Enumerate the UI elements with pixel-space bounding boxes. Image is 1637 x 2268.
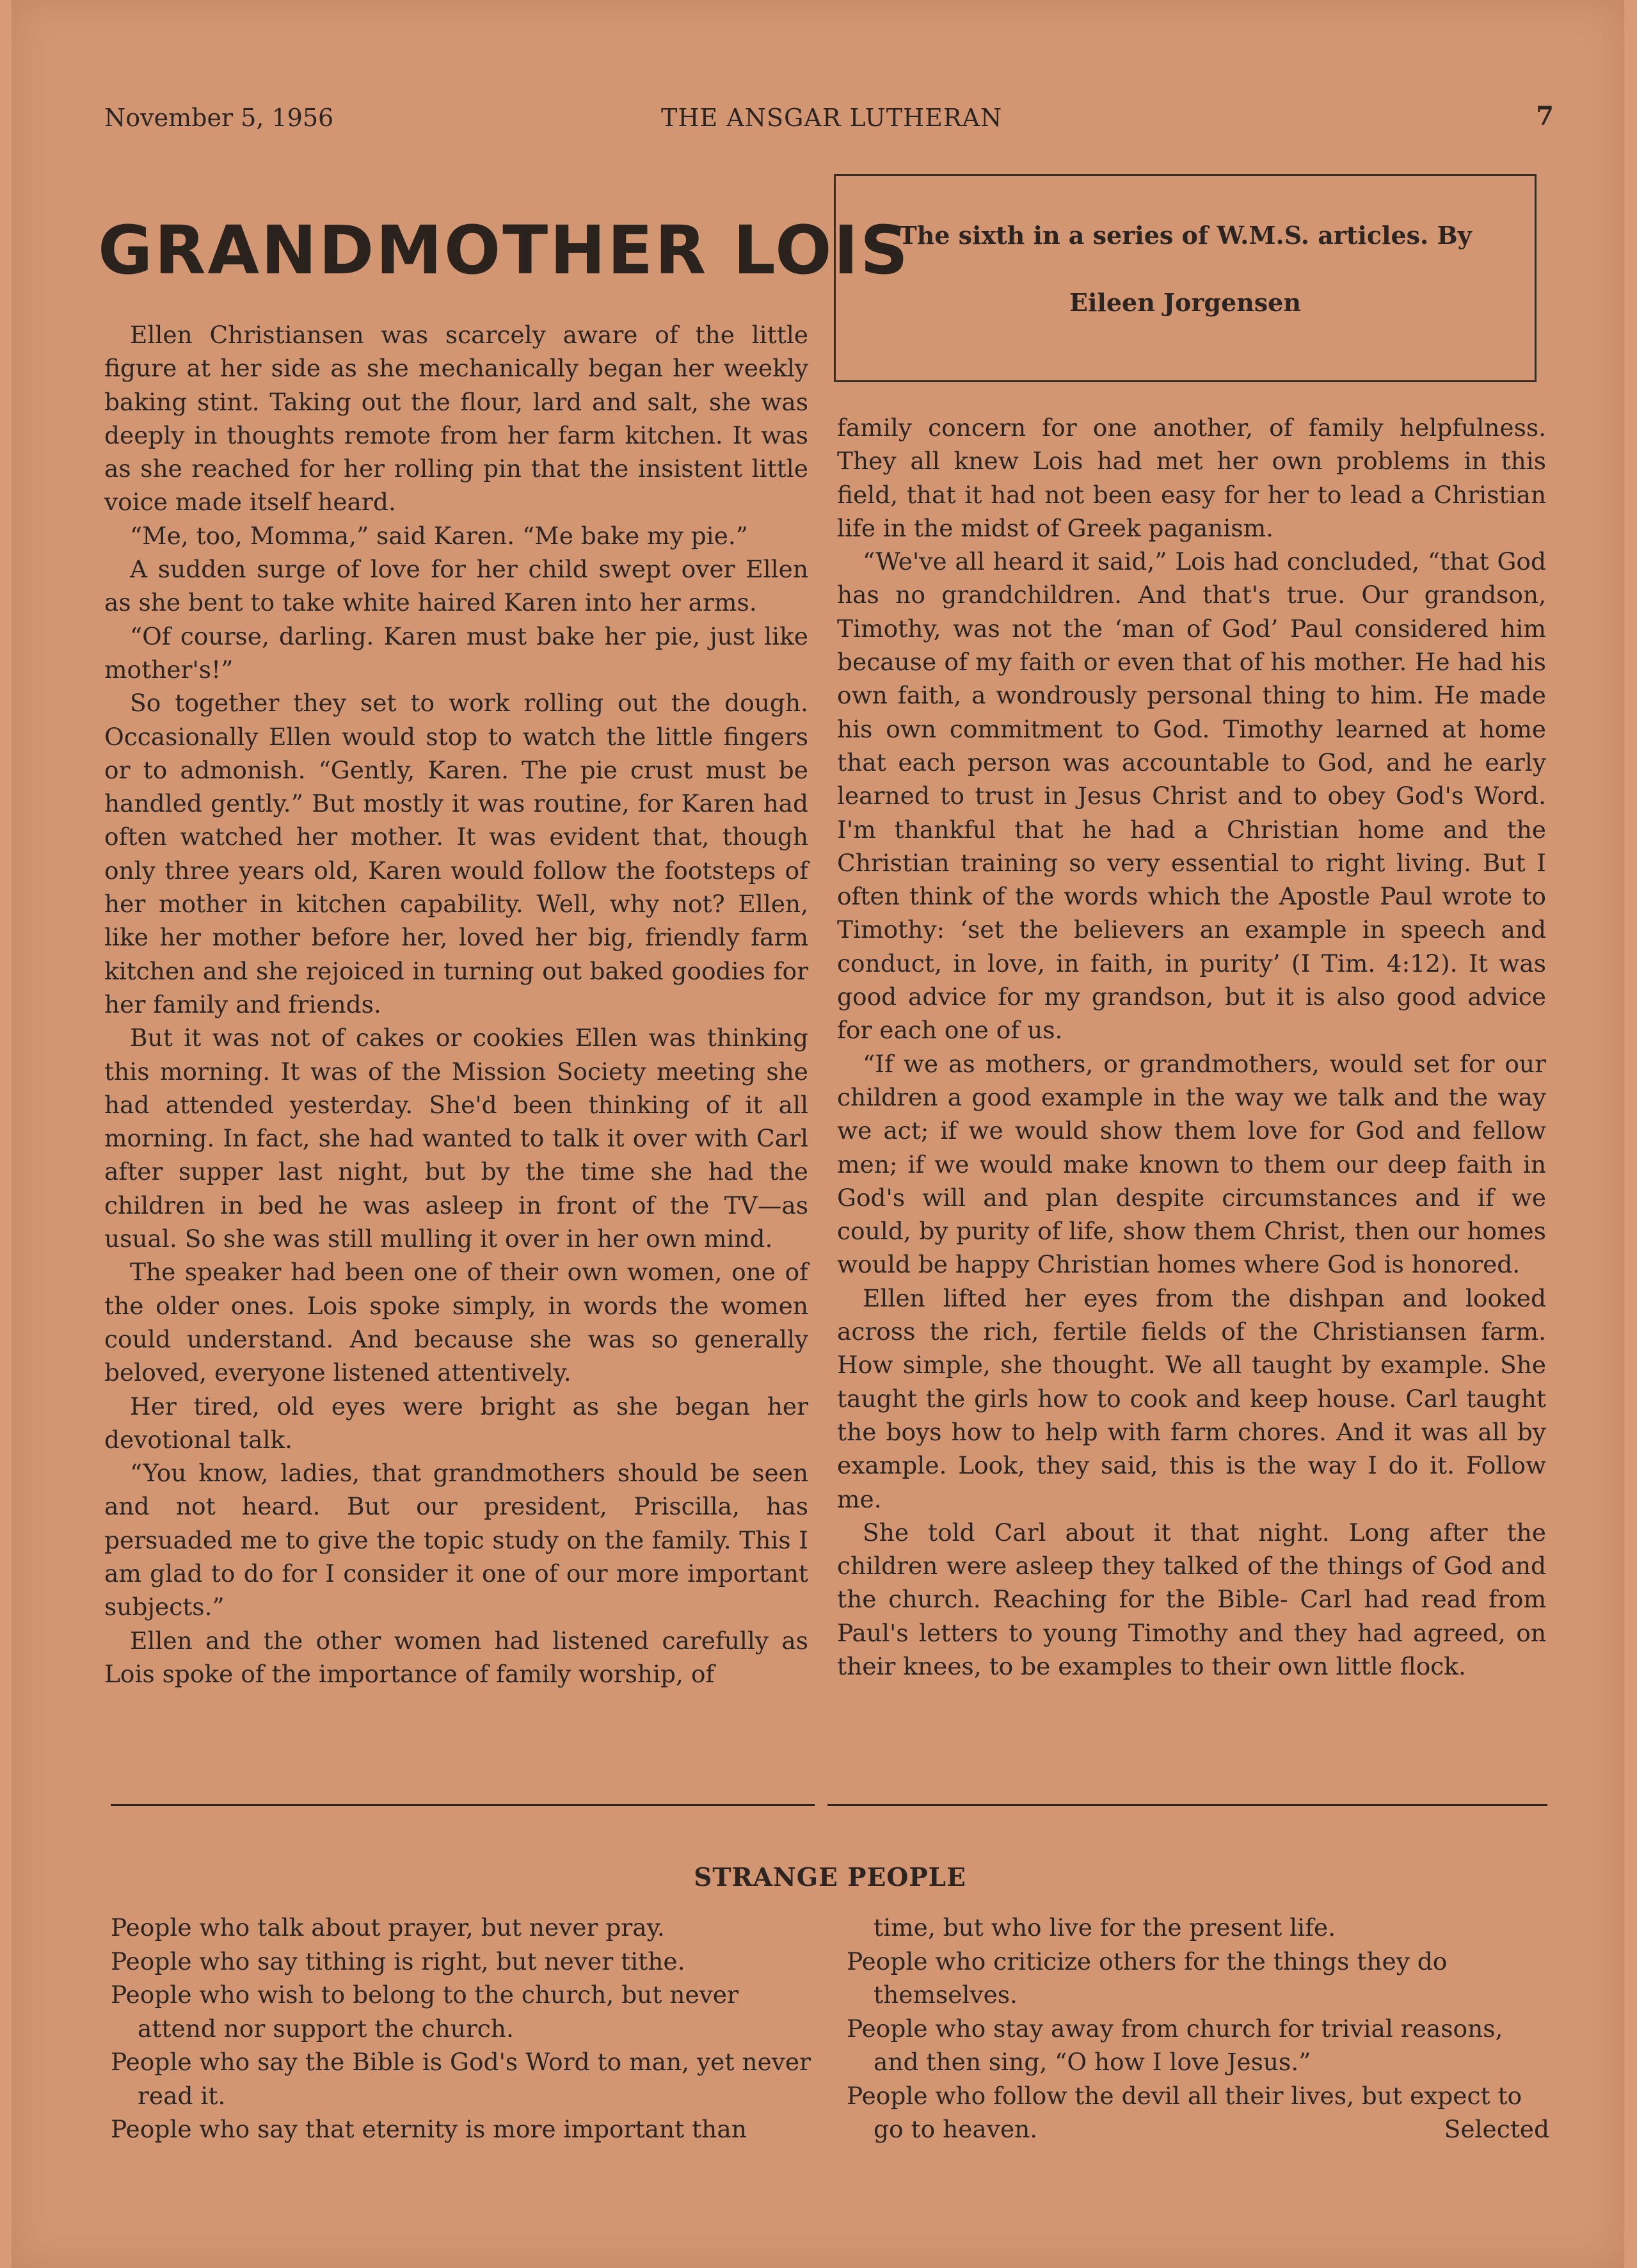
article-column-right [837,411,1546,1683]
paragraph: Ellen and the other women had listened carefully as Lois spoke of the importance of family worship, of [104,1626,808,1688]
publication-name: THE ANSGAR LUTHERAN [661,104,1003,132]
list-item: People who say that eternity is more important than [111,2115,747,2143]
series-note-box [834,174,1537,382]
paragraph: Her tired, old eyes were bright as she began her devotional talk. [104,1392,808,1454]
paragraph: She told Carl about it that night. Long after the children were asleep they talked of the things of God and the church. Reaching for the Bible- Carl had read from Paul's letters to young Timothy and they had agreed, on their knees, to be examples to their own little flock. [837,1518,1546,1680]
newspaper-page [12,0,1624,2268]
series-note-line: The sixth in a series of W.M.S. articles. By [898,221,1472,250]
paragraph: But it was not of cakes or cookies Ellen was thinking this morning. It was of the Mission Society meeting she had attended yesterday. She'd been thinking of it all morning. In fact, she had wanted to talk it over with Carl after supper last night, but by the time she had the children in bed he was asleep in front of the TV—as usual. So she was still mulling it over in her own mind. [104,1024,808,1253]
list-item: People who stay away from church for trivial reasons, and then sing, “O how I love Jesus.” [847,2014,1503,2076]
list-item: People who say the Bible is God's Word to man, yet never read it. [111,2048,811,2110]
paragraph: So together they set to work rolling out the dough. Occasionally Ellen would stop to watch the little fingers or to admonish. “Gently, Karen. The pie crust must be handled gently.” But mostly it was routine, for Karen had often watched her mother. It was evident that, though only three years old, Karen would follow the footsteps of her mother in kitchen capability. Well, why not? Ellen, like her mother before her, loved her big, friendly farm kitchen and she rejoiced in turning out baked goodies for her family and friends. [104,689,808,1018]
paragraph: Ellen Christiansen was scarcely aware of the little figure at her side as she mechanically began her weekly baking stint. Taking out the flour, lard and salt, she was deeply in thoughts remote from her farm kitchen. It was as she reached for her rolling pin that the insistent little voice made itself heard. [104,321,808,517]
strange-people-column-left [111,1911,815,2146]
paragraph: “We've all heard it said,” Lois had concluded, “that God has no grandchildren. And that's true. Our grandson, Timothy, was not the ‘man of God’ Paul considered him because of my faith or even that of his mother. He had his own faith, a wondrously personal thing to him. He made his own commitment to God. Timothy learned at home that each person was accountable to God, and he early learned to trust in Jesus Christ and to obey God's Word. I'm thankful that he had a Christian home and the Christian training so very essential to right living. But I often think of the words which the Apostle Paul wrote to Timothy: ‘set the believers an example in speech and conduct, in love, in faith, in purity’ (I Tim. 4:12). It was good advice for my grandson, but it is also good advice for each one of us. [837,547,1546,1045]
list-item-text: People who follow the devil all their lives, but expect to go to heaven. [847,2081,1522,2143]
list-item: People who say tithing is right, but never tithe. [111,1947,685,1975]
paragraph: “You know, ladies, that grandmothers should be seen and not heard. But our president, Priscilla, has persuaded me to give the topic study on the family. This I am glad to do for I consider it one of our more important subjects.” [104,1459,808,1621]
paragraph: “If we as mothers, or grandmothers, would set for our children a good example in the way we talk and the way we act; if we would show them love for God and fellow men; if we would make known to them our deep faith in God's will and plan despite circumstances and if we could, by purity of life, show them Christ, then our homes would be happy Christian homes where God is honored. [837,1049,1546,1279]
divider-rule [111,1804,815,1806]
attribution: Selected [1444,2115,1549,2143]
paragraph: The speaker had been one of their own women, one of the older ones. Lois spoke simply, in words the women could understand. And because she was so generally beloved, everyone listened attentively. [104,1258,808,1387]
article-title: GRANDMOTHER LOIS [98,211,911,289]
paragraph-continuation: family concern for one another, of family helpfulness. They all knew Lois had met her own problems in this field, that it had not been easy for her to lead a Christian life in the midst of Greek paganism. [837,414,1546,542]
list-item: People who criticize others for the things they do themselves. [847,1947,1448,2009]
paragraph: “Me, too, Momma,” said Karen. “Me bake my pie.” [130,521,748,550]
series-author: Eileen Jorgensen [1069,288,1301,317]
list-item: People who talk about prayer, but never pray. [111,1913,665,1942]
paragraph: Ellen lifted her eyes from the dishpan and looked across the rich, fertile fields of the Christiansen farm. How simple, she thought. We all taught by example. She taught the girls how to cook and keep house. Carl taught the boys how to help with farm chores. And it was all by example. Look, they said, this is the way I do it. Follow me. [837,1283,1546,1513]
list-item: People who wish to belong to the church, but never attend nor support the church. [111,1981,739,2043]
article-column-left [104,318,808,1691]
list-item-continuation: time, but who live for the present life. [874,1913,1336,1942]
paragraph: “Of course, darling. Karen must bake her pie, just like mother's!” [104,622,808,684]
strange-people-column-right [847,1911,1549,2146]
issue-date: November 5, 1956 [104,104,334,132]
paragraph: A sudden surge of love for her child swept over Ellen as she bent to take white haired Karen into her arms. [104,555,808,617]
page-number: 7 [1536,101,1554,131]
list-item [847,2079,1549,2146]
divider-rule [827,1804,1547,1806]
strange-people-title: STRANGE PEOPLE [694,1863,966,1892]
